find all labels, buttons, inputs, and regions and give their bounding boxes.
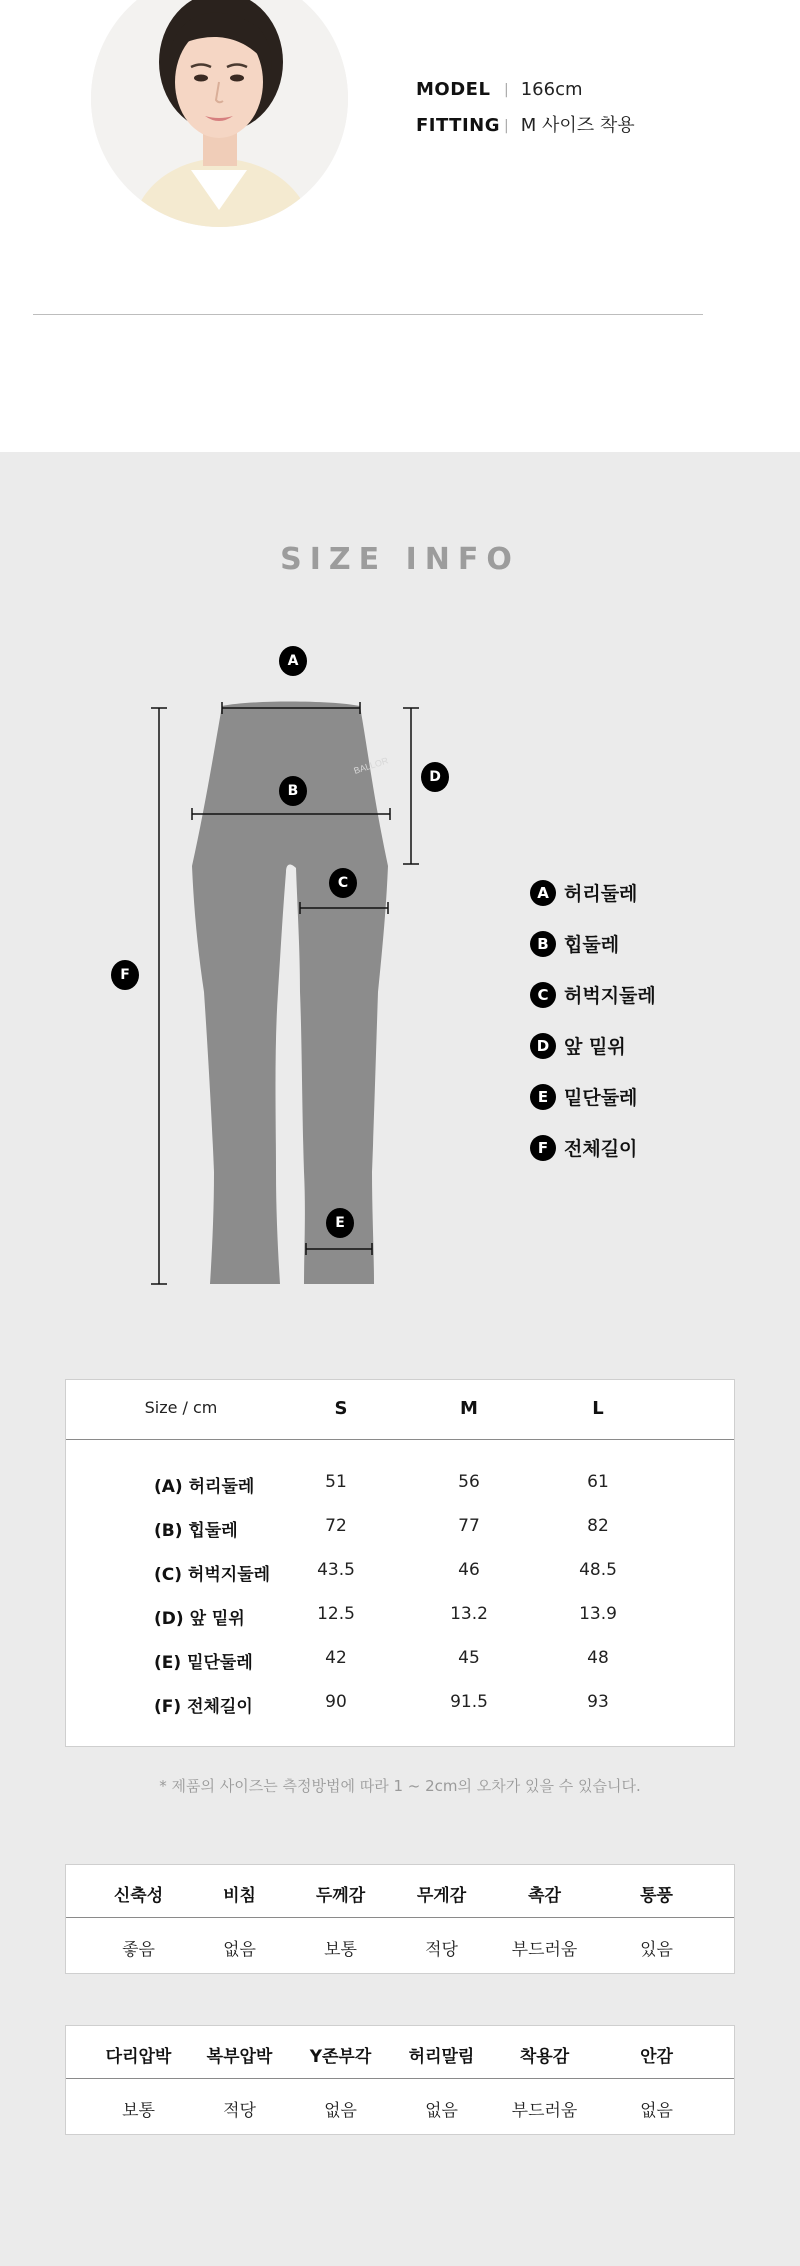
attr-value: 보통 [122,2101,155,2121]
attr-header: Y존부각 [309,2047,372,2067]
model-avatar [91,0,348,227]
legend-item-front-rise [530,1020,656,1071]
brand-logo: BALLOR [352,755,390,776]
attr-value: 없음 [223,1940,256,1960]
value-l: 13.9 [579,1604,617,1624]
attr-header: 다리압박 [105,2047,172,2067]
model-section [0,0,800,452]
table-row [66,1638,734,1682]
legend-label: 힙둘레 [564,934,620,956]
marker-e: E [326,1208,354,1238]
table-row [66,1506,734,1550]
table-row [66,1550,734,1594]
value-m: 46 [458,1560,480,1580]
attr-header: 비침 [223,1886,256,1906]
row-label: (E) 밑단둘레 [154,1653,253,1673]
section-divider [33,314,703,315]
value-l: 48.5 [579,1560,617,1580]
value-l: 82 [587,1516,609,1536]
legend-label: 앞 밑위 [564,1036,626,1058]
attr-value: 적당 [223,2101,256,2121]
attr-value: 좋음 [122,1940,155,1960]
table-row [66,1594,734,1638]
attr-header: 안감 [640,2047,673,2067]
marker-b: B [279,776,307,806]
model-fitting-row [416,108,635,144]
value-l: 61 [587,1472,609,1492]
value-m: 91.5 [450,1692,488,1712]
value-s: 12.5 [317,1604,355,1624]
attr-value: 보통 [324,1940,357,1960]
size-table [65,1379,735,1747]
attributes-header [66,1865,734,1918]
legend-item-total-length [530,1122,656,1173]
legend-label: 전체길이 [564,1138,638,1160]
row-label: (D) 앞 밑위 [154,1609,245,1629]
size-disclaimer: * 제품의 사이즈는 측정방법에 따라 1 ~ 2cm의 오차가 있을 수 있습니다. [159,1777,641,1795]
attributes-header [66,2026,734,2079]
legend-item-hem [530,1071,656,1122]
attr-value: 적당 [425,1940,458,1960]
attr-header: 복부압박 [206,2047,273,2067]
attr-header: 신축성 [113,1886,164,1906]
attr-header: 무게감 [416,1886,467,1906]
attr-header: 착용감 [519,2047,570,2067]
attr-value: 부드러움 [511,2101,578,2121]
legend-badge: D [530,1033,556,1059]
attr-value: 부드러움 [511,1940,578,1960]
size-info-title: SIZE INFO [280,542,520,577]
header-size-s: S [334,1398,348,1419]
legend-badge: E [530,1084,556,1110]
attr-value: 없음 [425,2101,458,2121]
legend-badge: A [530,880,556,906]
value-l: 93 [587,1692,609,1712]
attr-header: 촉감 [528,1886,561,1906]
attr-value: 없음 [324,2101,357,2121]
header-size-m: M [460,1398,478,1419]
table-row [66,1462,734,1506]
value-s: 72 [325,1516,347,1536]
legend-item-waist [530,867,656,918]
marker-c: C [329,868,357,898]
value-s: 43.5 [317,1560,355,1580]
fitting-value: M 사이즈 착용 [520,115,635,136]
value-m: 45 [458,1648,480,1668]
attr-header: 통풍 [640,1886,673,1906]
header-size-unit: Size / cm [144,1398,218,1417]
legend-item-thigh [530,969,656,1020]
model-label: MODEL [416,79,491,100]
marker-a: A [279,646,307,676]
marker-f: F [111,960,139,990]
fabric-attributes-table [65,1864,735,1974]
separator: | [504,118,509,134]
value-m: 13.2 [450,1604,488,1624]
row-label: (B) 힙둘레 [154,1521,238,1541]
fit-attributes-table [65,2025,735,2135]
model-height-row [416,72,635,108]
value-m: 77 [458,1516,480,1536]
legend-badge: B [530,931,556,957]
legend-label: 허벅지둘레 [564,985,656,1007]
attr-header: 두께감 [315,1886,366,1906]
size-table-header [66,1380,734,1440]
legend-label: 허리둘레 [564,883,638,905]
marker-d: D [421,762,449,792]
attr-value: 없음 [640,2101,673,2121]
fitting-label: FITTING [416,115,500,136]
legend-badge: C [530,982,556,1008]
measurement-legend [530,867,656,1173]
pants-size-diagram [0,652,800,1292]
separator: | [504,82,509,98]
legend-label: 밑단둘레 [564,1087,638,1109]
legend-item-hip [530,918,656,969]
attr-header: 허리말림 [408,2047,475,2067]
value-s: 42 [325,1648,347,1668]
row-label: (C) 허벅지둘레 [154,1565,271,1585]
attr-value: 있음 [640,1940,673,1960]
value-s: 90 [325,1692,347,1712]
value-m: 56 [458,1472,480,1492]
size-info-section [0,452,800,2266]
value-s: 51 [325,1472,347,1492]
legend-badge: F [530,1135,556,1161]
model-portrait-image [91,0,348,227]
header-size-l: L [592,1398,604,1419]
row-label: (F) 전체길이 [154,1697,253,1717]
value-l: 48 [587,1648,609,1668]
table-row [66,1682,734,1726]
model-info [416,72,635,144]
model-height-value: 166cm [520,79,583,100]
row-label: (A) 허리둘레 [154,1477,255,1497]
